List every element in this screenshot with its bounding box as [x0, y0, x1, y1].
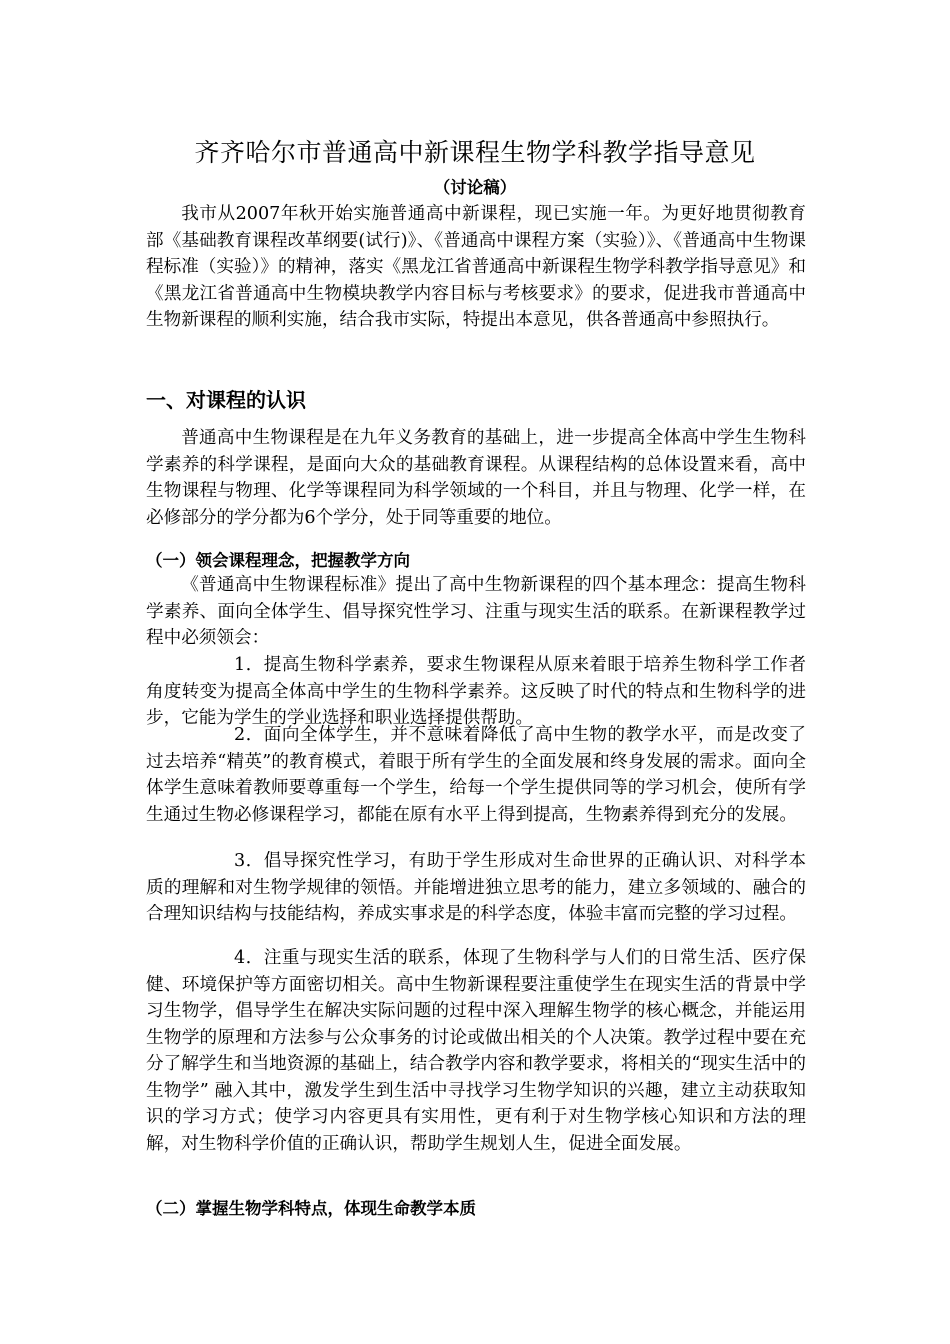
subsection-1-intro: 《普通高中生物课程标准》提出了高中生物新课程的四个基本理念：提高生物科学素养、面向全体学生、倡导探究性学习、注重与现实生活的联系。在新课程教学过程中必须领会： — [146, 575, 806, 648]
document-title: 齐齐哈尔市普通高中新课程生物学科教学指导意见 — [194, 138, 756, 167]
intro-paragraph: 我市从2007年秋开始实施普通高中新课程，现已实施一年。为更好地贯彻教育部《基础教育课程改革纲要(试行)》、《普通高中课程方案（实验）》、《普通高中生物课程标准（实验）》的精神，落实《黑龙江省普通高中新课程生物学科教学指导意见》和《黑龙江省普通高中生物模块教学内容目标与考核要求》的要求，促进我市普通高中生物新课程的顺利实施，结合我市实际，特提出本意见，供各普通高中参照执行。 — [146, 204, 806, 330]
subsection-2-heading: （二）掌握生物学科特点，体现生命教学本质 — [146, 1199, 476, 1218]
list-item: 3．倡导探究性学习，有助于学生形成对生命世界的正确认识、对科学本质的理解和对生物学规律的领悟。并能增进独立思考的能力，建立多领域的、融合的合理知识结构与技能结构，养成实事求是的科学态度，体验丰富而完整的学习过程。 — [146, 851, 806, 924]
list-item: 1．提高生物科学素养，要求生物课程从原来着眼于培养生物科学工作者角度转变为提高全体高中学生的生物科学素养。这反映了时代的特点和生物科学的进步，它能为学生的学业选择和职业选择提供帮助。 — [146, 655, 806, 728]
document-subtitle: （讨论稿） — [433, 178, 517, 197]
section-1-paragraph: 普通高中生物课程是在九年义务教育的基础上，进一步提高全体高中学生生物科学素养的科学课程，是面向大众的基础教育课程。从课程结构的总体设置来看，高中生物课程与物理、化学等课程同为科学领域的一个科目，并且与物理、化学一样，在必修部分的学分都为6个学分，处于同等重要的地位。 — [146, 428, 806, 528]
subsection-1-heading: （一）领会课程理念，把握教学方向 — [146, 551, 410, 570]
list-item: 4．注重与现实生活的联系，体现了生物科学与人们的日常生活、医疗保健、环境保护等方面密切相关。高中生物新课程要注重使学生在现实生活的背景中学习生物学，倡导学生在解决实际问题的过程中深入理解生物学的核心概念，并能运用生物学的原理和方法参与公众事务的讨论或做出相关的个人决策。教学过程中要在充分了解学生和当地资源的基础上，结合教学内容和教学要求，将相关的“现实生活中的生物学” 融入其中，激发学生到生活中寻找学习生物学知识的兴趣，建立主动获取知识的学习方式；使学习内容更具有实用性，更有利于对生物学核心知识和方法的理解，对生物科学价值的正确认识，帮助学生规划人生，促进全面发展。 — [146, 948, 806, 1154]
list-item: 2．面向全体学生，并不意味着降低了高中生物的教学水平，而是改变了过去培养“精英”的教育模式，着眼于所有学生的全面发展和终身发展的需求。面向全体学生意味着教师要尊重每一个学生，给每一个学生提供同等的学习机会，使所有学生通过生物必修课程学习，都能在原有水平上得到提高，生物素养得到充分的发展。 — [146, 725, 806, 825]
section-1-heading: 一、对课程的认识 — [146, 388, 306, 412]
